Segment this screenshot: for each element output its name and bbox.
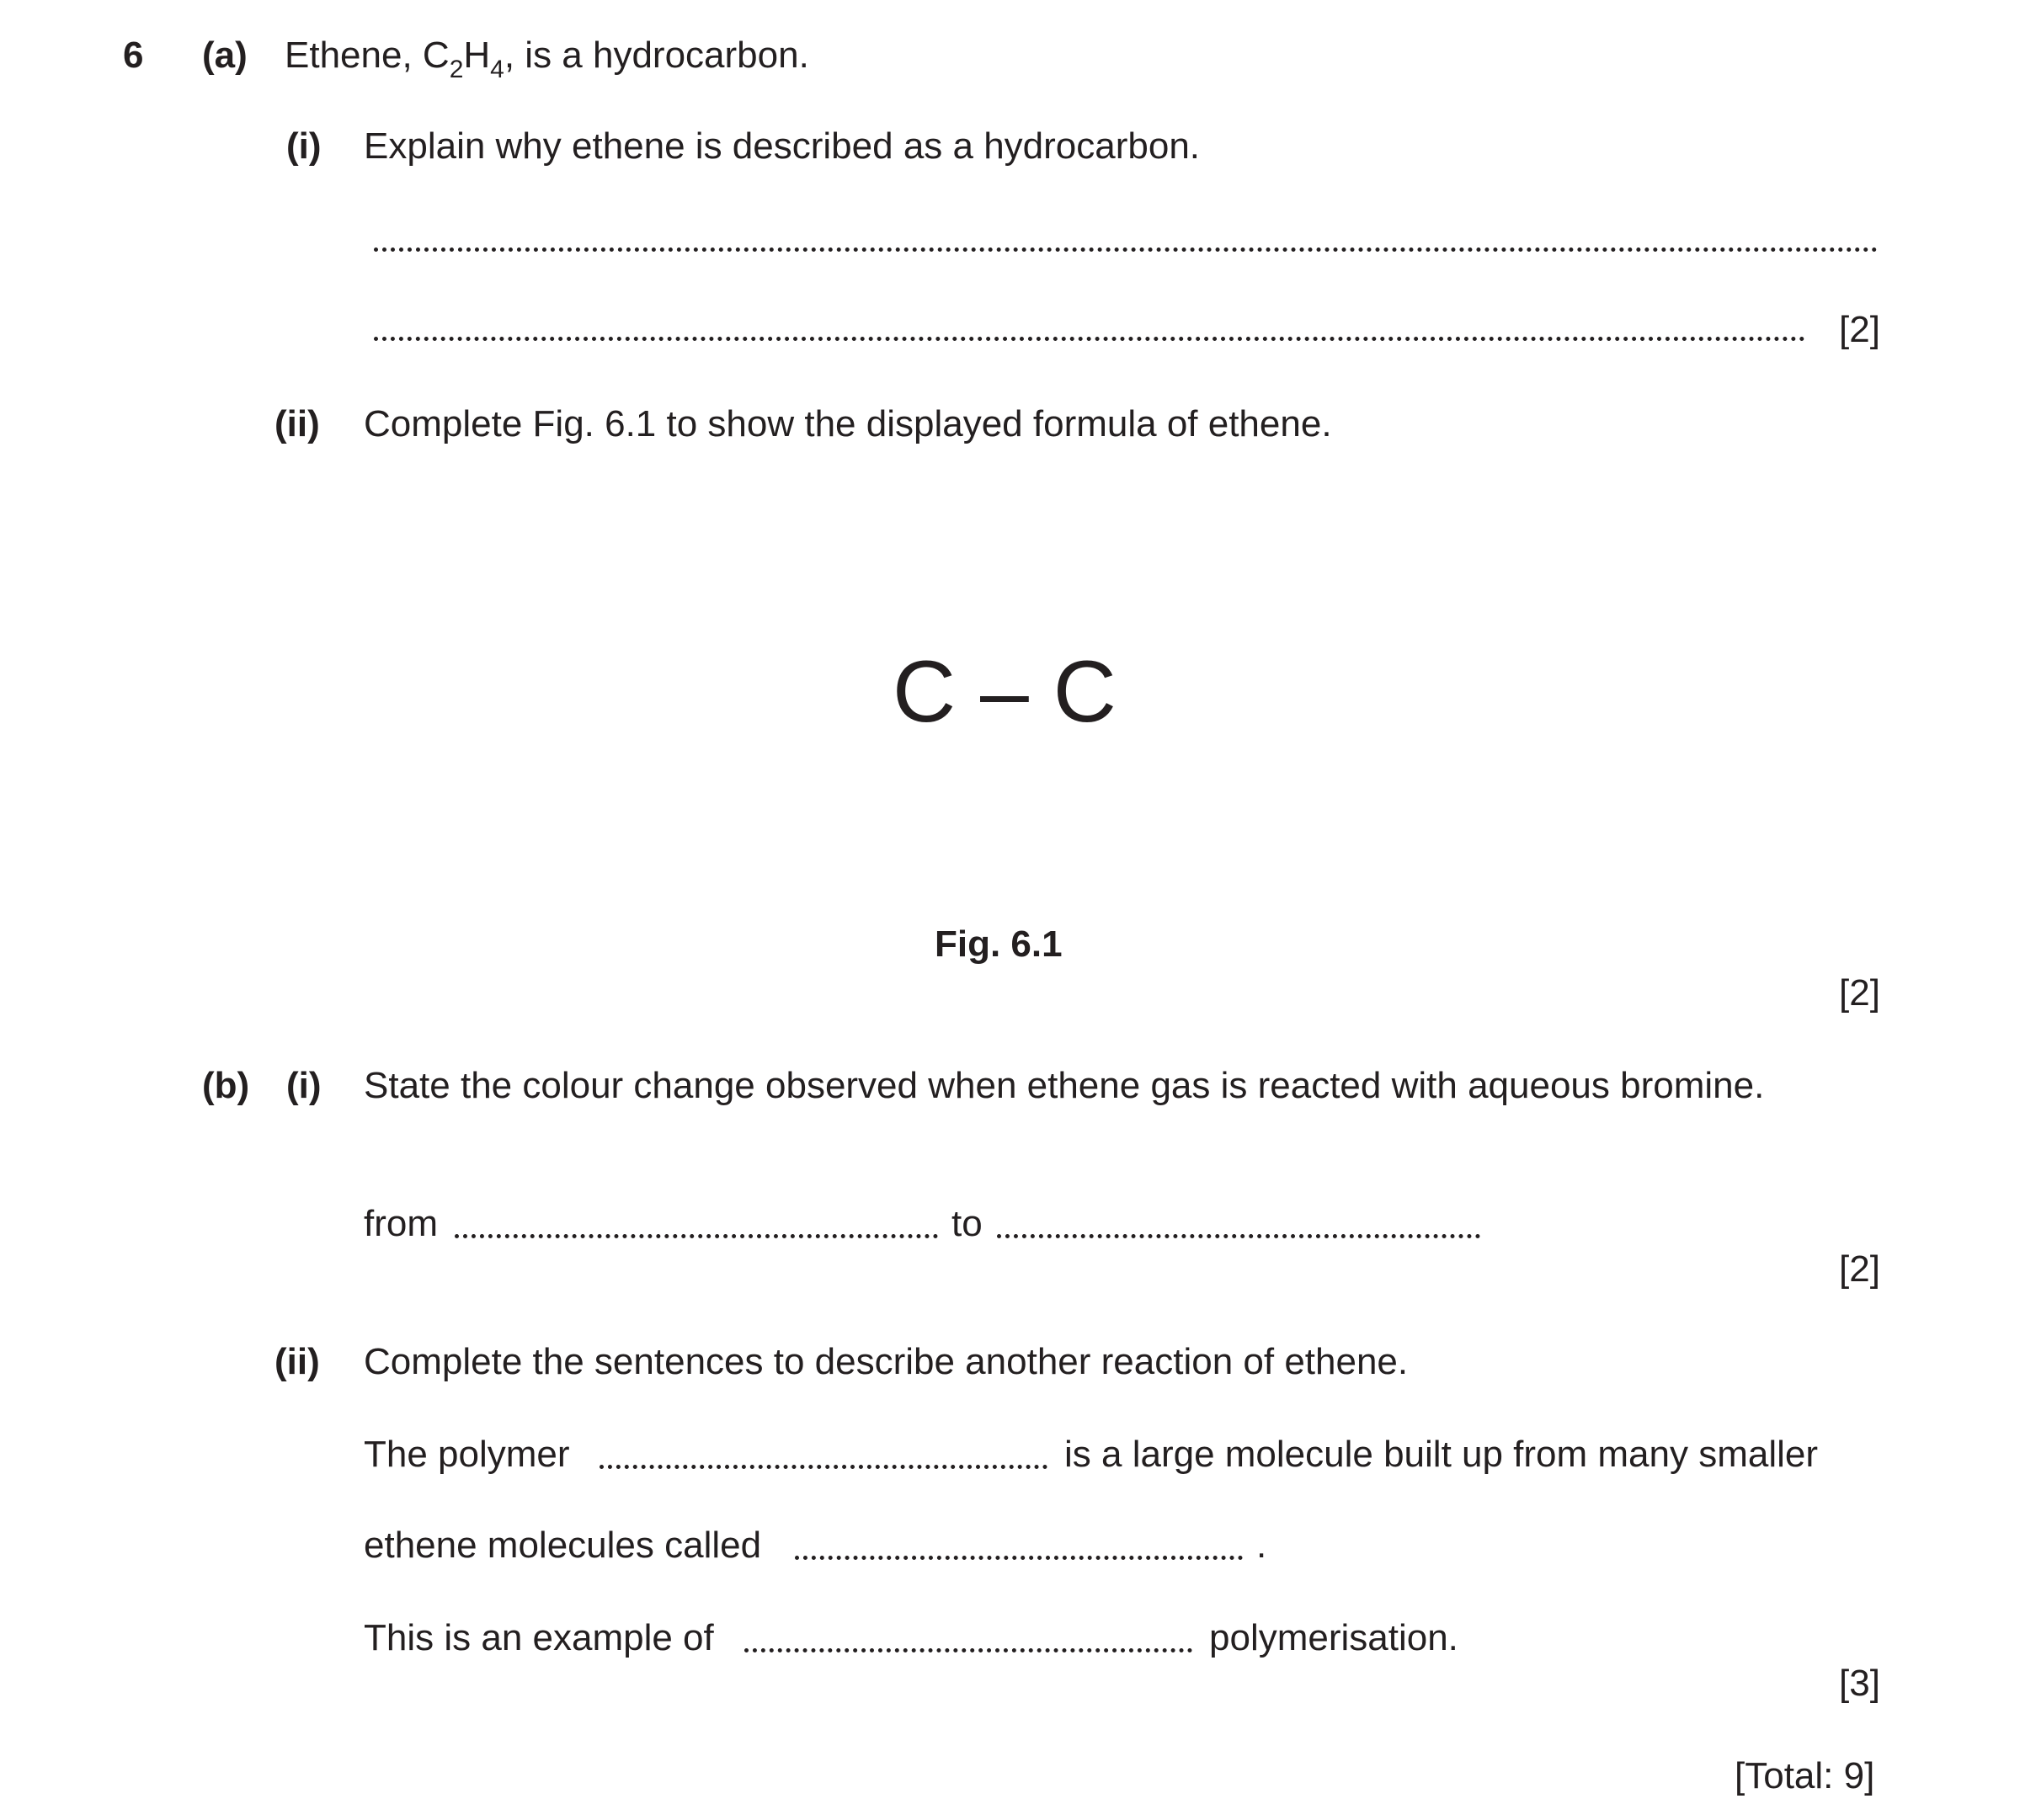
answer-line-polymer[interactable] — [600, 1465, 1047, 1469]
part-a-ii-label: (ii) — [274, 403, 320, 444]
stem-suffix: , is a hydrocarbon. — [504, 35, 809, 76]
part-a-i-label: (i) — [286, 125, 322, 167]
part-b-ii-label: (ii) — [274, 1341, 320, 1382]
sentence2-start: ethene molecules called — [364, 1525, 762, 1566]
stem-subscript-4: 4 — [490, 56, 504, 83]
stem-subscript-2: 2 — [449, 56, 464, 83]
answer-line-a-i-1[interactable] — [374, 247, 1878, 252]
stem-mid: H — [463, 35, 491, 76]
total-marks: [Total: 9] — [1735, 1755, 1875, 1796]
part-a-i-text: Explain why ethene is described as a hydrocarbon. — [364, 125, 1201, 167]
answer-line-monomer[interactable] — [795, 1556, 1243, 1560]
part-b-i-text: State the colour change observed when ethene gas is reacted with aqueous bromine. — [364, 1065, 1765, 1106]
fig-caption: Fig. 6.1 — [935, 923, 1063, 965]
part-b-label: (b) — [202, 1065, 250, 1106]
sentence3-start: This is an example of — [364, 1617, 714, 1658]
sentence1-start: The polymer — [364, 1434, 570, 1475]
to-label: to — [951, 1203, 983, 1244]
stem-prefix: Ethene, C — [285, 35, 450, 76]
marks-a-ii: [2] — [1839, 972, 1880, 1014]
part-a-label: (a) — [202, 35, 248, 76]
marks-b-ii: [3] — [1839, 1663, 1880, 1704]
part-b-i-label: (i) — [286, 1065, 322, 1106]
from-label: from — [364, 1203, 438, 1244]
sentence3-end: polymerisation. — [1209, 1617, 1458, 1658]
answer-line-to[interactable] — [997, 1234, 1480, 1238]
answer-line-a-i-2[interactable] — [374, 337, 1805, 341]
displayed-formula: C – C — [893, 643, 1117, 741]
part-b-ii-text: Complete the sentences to describe another reaction of ethene. — [364, 1341, 1409, 1382]
answer-line-polymerisation-type[interactable] — [744, 1648, 1192, 1652]
marks-a-i: [2] — [1839, 309, 1880, 350]
answer-line-from[interactable] — [455, 1234, 938, 1238]
part-a-ii-text: Complete Fig. 6.1 to show the displayed formula of ethene. — [364, 403, 1332, 444]
sentence1-end: is a large molecule built up from many smaller — [1064, 1434, 1819, 1475]
question-number: 6 — [123, 35, 144, 76]
marks-b-i: [2] — [1839, 1248, 1880, 1290]
sentence2-end: . — [1256, 1525, 1267, 1566]
part-a-stem — [285, 35, 809, 83]
